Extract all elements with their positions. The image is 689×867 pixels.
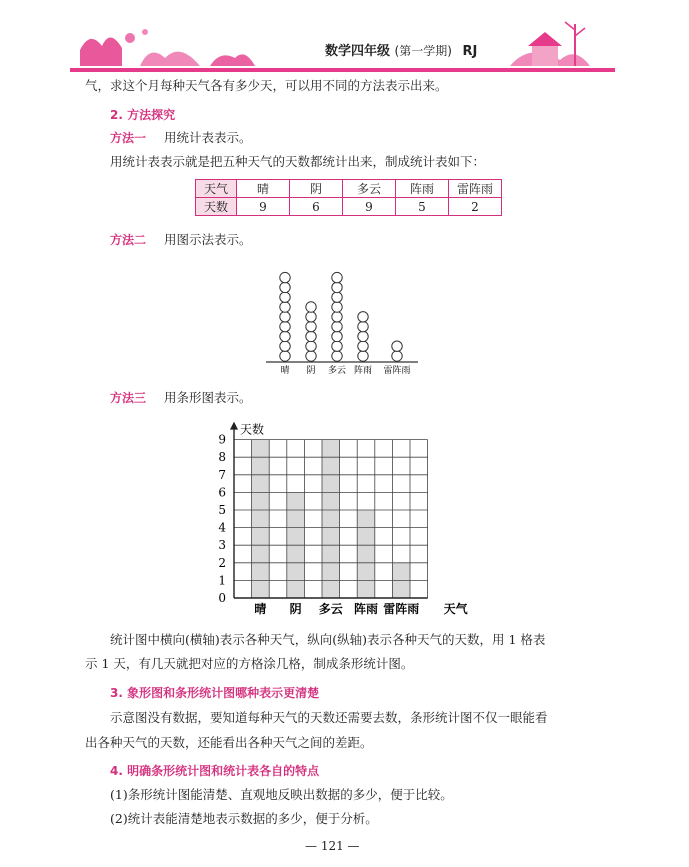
method2-label: 方法二 bbox=[110, 233, 147, 247]
pictograph-mark bbox=[280, 321, 290, 331]
explain-line2: 示 1 天，有几天就把对应的方格涂几格，制成条形统计图。 bbox=[85, 656, 414, 671]
pictograph-mark bbox=[332, 321, 342, 331]
table-header-cell: 天气 bbox=[196, 180, 237, 198]
x-tick-label: 阵雨 bbox=[353, 602, 379, 616]
pictograph-mark bbox=[280, 341, 290, 351]
page-number: — 121 — bbox=[305, 839, 360, 853]
x-tick-label: 晴 bbox=[254, 602, 267, 616]
section4-title: 4. 明确条形统计图和统计表各自的特点 bbox=[110, 764, 320, 778]
pictograph-category-label: 晴 bbox=[280, 366, 290, 376]
pictograph-mark bbox=[306, 321, 316, 331]
table-cell: 多云 bbox=[343, 180, 396, 198]
x-tick-label: 雷阵雨 bbox=[383, 602, 420, 616]
y-tick-label: 7 bbox=[218, 467, 226, 482]
pictograph-mark bbox=[358, 341, 368, 351]
method3-label: 方法三 bbox=[110, 391, 147, 405]
section3-line2: 出各种天气的天数，还能看出各种天气之间的差距。 bbox=[85, 735, 373, 750]
pictograph-mark bbox=[332, 272, 342, 282]
y-axis-arrow bbox=[230, 422, 238, 430]
method1-desc: 用统计表表示就是把五种天气的天数都统计出来，制成统计表如下： bbox=[110, 154, 486, 169]
pictograph-mark bbox=[392, 351, 402, 361]
method1-row bbox=[110, 130, 252, 146]
section3-title: 3. 象形图和条形统计图哪种表示更清楚 bbox=[110, 686, 320, 700]
header-title bbox=[325, 40, 477, 59]
pictograph-category-label: 多云 bbox=[327, 366, 347, 376]
section2-title: 2. 方法探究 bbox=[110, 108, 176, 122]
x-tick-label: 多云 bbox=[318, 602, 343, 616]
edition-label: RJ bbox=[462, 44, 478, 59]
pictograph-mark bbox=[332, 302, 342, 312]
y-tick-label: 6 bbox=[218, 485, 226, 500]
table-row bbox=[196, 198, 502, 216]
point1: (1)条形统计图能清楚、直观地反映出数据的多少，便于比较。 bbox=[110, 787, 453, 802]
pictograph-mark bbox=[280, 292, 290, 302]
table-cell: 阵雨 bbox=[396, 180, 449, 198]
intro-line: 气，求这个月每种天气各有多少天，可以用不同的方法表示出来。 bbox=[85, 78, 448, 93]
pictograph-mark bbox=[306, 351, 316, 361]
bar-chart bbox=[212, 414, 487, 619]
y-tick-label: 3 bbox=[218, 538, 226, 553]
y-tick-label: 4 bbox=[218, 520, 226, 535]
method1-text: 用统计表表示。 bbox=[164, 130, 252, 145]
table-cell: 6 bbox=[290, 198, 343, 216]
y-tick-label: 0 bbox=[218, 591, 226, 605]
table-cell: 9 bbox=[343, 198, 396, 216]
pictograph-mark bbox=[306, 302, 316, 312]
table-cell: 2 bbox=[449, 198, 502, 216]
bar bbox=[357, 510, 375, 598]
pictograph-mark bbox=[306, 341, 316, 351]
y-axis-label: 天数 bbox=[240, 422, 265, 437]
method1-label: 方法一 bbox=[110, 131, 147, 145]
book-title: 数学四年级 bbox=[325, 44, 391, 59]
pictograph-mark bbox=[332, 282, 342, 292]
table-cell: 9 bbox=[237, 198, 290, 216]
pictograph-mark bbox=[280, 351, 290, 361]
x-tick-label: 阴 bbox=[289, 602, 302, 616]
y-tick-label: 5 bbox=[218, 503, 226, 517]
pictograph-mark bbox=[358, 331, 368, 341]
method2-row bbox=[110, 232, 252, 248]
pictograph-mark bbox=[306, 331, 316, 341]
pictograph-mark bbox=[358, 312, 368, 322]
table-row bbox=[196, 180, 502, 198]
pictograph-chart bbox=[262, 252, 422, 377]
pictograph-mark bbox=[280, 272, 290, 282]
pictograph-mark bbox=[332, 312, 342, 322]
y-tick-label: 1 bbox=[218, 573, 226, 588]
y-tick-label: 2 bbox=[218, 555, 226, 570]
pictograph-mark bbox=[332, 331, 342, 341]
pictograph-mark bbox=[280, 331, 290, 341]
y-tick-label: 8 bbox=[218, 450, 226, 465]
pictograph-mark bbox=[280, 282, 290, 292]
pictograph-mark bbox=[332, 341, 342, 351]
page-header bbox=[70, 20, 615, 72]
pictograph-mark bbox=[392, 341, 402, 351]
pictograph-mark bbox=[358, 321, 368, 331]
bar bbox=[322, 440, 340, 598]
pictograph-mark bbox=[358, 351, 368, 361]
method3-text: 用条形图表示。 bbox=[164, 390, 252, 405]
stats-table bbox=[195, 179, 502, 216]
table-cell: 5 bbox=[396, 198, 449, 216]
method2-text: 用图示法表示。 bbox=[164, 232, 252, 247]
pictograph-category-label: 雷阵雨 bbox=[383, 366, 411, 376]
y-tick-label: 9 bbox=[218, 432, 226, 447]
table-cell: 晴 bbox=[237, 180, 290, 198]
method3-row bbox=[110, 390, 252, 406]
header-rule bbox=[70, 68, 615, 72]
pictograph-mark bbox=[332, 292, 342, 302]
point2: (2)统计表能清楚地表示数据的多少，便于分析。 bbox=[110, 811, 378, 826]
pictograph-mark bbox=[280, 312, 290, 322]
book-subtitle: (第一学期) bbox=[394, 44, 452, 58]
section3-line1: 示意图没有数据，要知道每种天气的天数还需要去数，条形统计图不仅一眼能看 bbox=[110, 710, 548, 725]
pictograph-category-label: 阵雨 bbox=[353, 366, 373, 376]
x-axis-label: 天气 bbox=[443, 602, 468, 616]
explain-line1: 统计图中横向(横轴)表示各种天气，纵向(纵轴)表示各种天气的天数，用 1 格表 bbox=[110, 632, 546, 647]
pictograph-mark bbox=[280, 302, 290, 312]
table-header-cell: 天数 bbox=[196, 198, 237, 216]
table-cell: 阴 bbox=[290, 180, 343, 198]
table-cell: 雷阵雨 bbox=[449, 180, 502, 198]
pictograph-mark bbox=[332, 351, 342, 361]
pictograph-category-label: 阴 bbox=[306, 366, 316, 376]
pictograph-mark bbox=[306, 312, 316, 322]
bar bbox=[252, 440, 270, 598]
